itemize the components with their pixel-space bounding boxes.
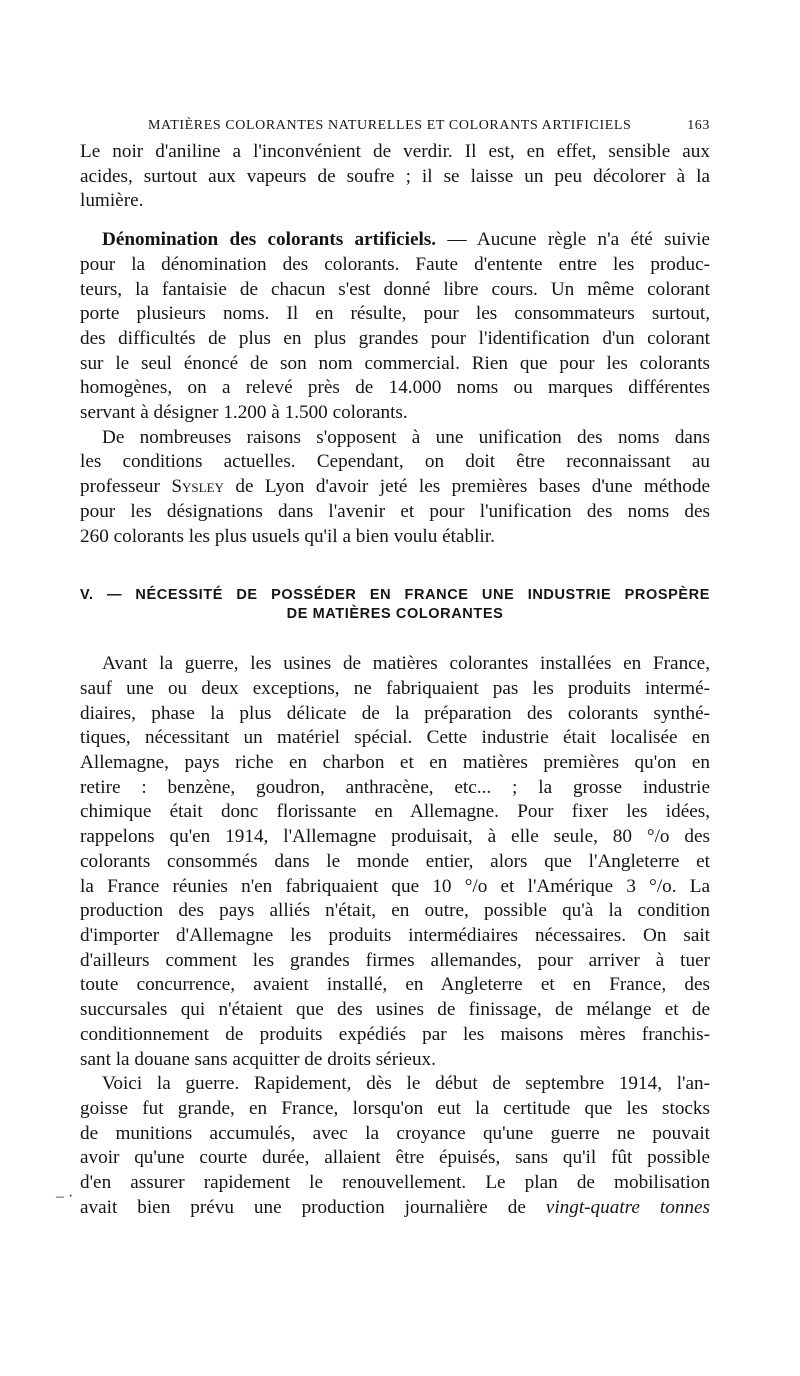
- text-line: pour la dénomination des colorants. Faute d'entente entre les produc-: [80, 253, 710, 275]
- text-line: retire : benzène, goudron, anthracène, etc... ; la grosse industrie: [80, 776, 710, 798]
- text-line: d'en assurer rapidement le renouvellement. Le plan de mobilisation: [80, 1172, 710, 1194]
- text-line: chimique était donc florissante en Allemagne. Pour fixer les idées,: [80, 801, 710, 823]
- text-line: succursales qui n'étaient que des usines de finissage, de mélange et de: [80, 999, 710, 1021]
- text-line: la France réunies n'en fabriquaient que 10 °/o et l'Amérique 3 °/o. La: [80, 875, 710, 897]
- text-line: Le noir d'aniline a l'inconvénient de verdir. Il est, en effet, sensible aux: [80, 141, 710, 162]
- text-line: Voici la guerre. Rapidement, dès le début de septembre 1914, l'an-: [102, 1073, 710, 1095]
- paragraph-denomination: [80, 228, 710, 426]
- text-line: d'ailleurs comment les grandes firmes allemandes, pour arriver à tuer: [80, 949, 710, 971]
- text-line: Allemagne, pays riche en charbon et en matières premières qu'on en: [80, 752, 710, 774]
- text-line: [80, 1196, 710, 1221]
- section-heading-line: V. — NÉCESSITÉ DE POSSÉDER EN FRANCE UNE INDUSTRIE PROSPÈRE: [80, 587, 710, 604]
- person-name: Sysley: [171, 476, 224, 498]
- text-line: tiques, nécessitant un matériel spécial. Cette industrie était localisée en: [80, 727, 710, 749]
- text-line: 260 colorants les plus usuels qu'il a bien voulu établir.: [80, 525, 495, 547]
- paragraph-aniline: [80, 140, 710, 214]
- text-line: porte plusieurs noms. Il en résulte, pour les consommateurs surtout,: [80, 303, 710, 325]
- text-line: conditionnement de produits expédiés par les maisons mères franchis-: [80, 1023, 710, 1045]
- margin-mark: – ·: [56, 1188, 74, 1205]
- text-line: goisse fut grande, en France, lorsqu'on eut la certitude que les stocks: [80, 1097, 710, 1119]
- text-line: sauf une ou deux exceptions, ne fabriquaient pas les produits intermé-: [80, 677, 710, 699]
- text-line: teurs, la fantaisie de chacun s'est donné libre cours. Un même colorant: [80, 278, 710, 300]
- page-number: 163: [687, 118, 710, 133]
- text-line: d'importer d'Allemagne les produits intermédiaires nécessaires. On sait: [80, 924, 710, 946]
- text-line: rappelons qu'en 1914, l'Allemagne produisait, à elle seule, 80 °/o des: [80, 826, 710, 848]
- text-line: toute concurrence, avaient installé, en Angleterre et en France, des: [80, 974, 710, 996]
- paragraph-before-war: [80, 652, 710, 1072]
- text-line: acides, surtout aux vapeurs de soufre ; il se laisse un peu décolorer à la: [80, 165, 710, 187]
- text-line: colorants consommés dans le monde entier, alors que l'Angleterre et: [80, 850, 710, 872]
- text-line: les conditions actuelles. Cependant, on doit être reconnaissant au: [80, 451, 710, 473]
- section-heading-line: DE MATIÈRES COLORANTES: [286, 606, 504, 623]
- run-in-heading: Dénomination des colorants artificiels.: [102, 229, 437, 251]
- text-line: [80, 228, 710, 253]
- text-line: des difficultés de plus en plus grandes pour l'identification d'un colorant: [80, 327, 710, 349]
- text-line: de munitions accumulés, avec la croyance qu'une guerre ne pouvait: [80, 1122, 710, 1144]
- book-page: [80, 118, 710, 1220]
- text-line: lumière.: [80, 190, 144, 212]
- text-line: diaires, phase la plus délicate de la préparation des colorants synthé-: [80, 702, 710, 724]
- running-header: [148, 118, 710, 140]
- text-fragment: avait bien prévu une production journalière de: [80, 1196, 546, 1218]
- text-line: homogènes, on a relevé près de 14.000 noms ou marques différentes: [80, 377, 710, 399]
- text-line: Avant la guerre, les usines de matières colorantes installées en France,: [102, 653, 710, 675]
- text-fragment: — Aucune règle n'a été suivie: [436, 229, 710, 251]
- text-line: avoir qu'une courte durée, allaient être épuisés, sans qu'il fût possible: [80, 1147, 710, 1169]
- text-line: sant la douane sans acquitter de droits sérieux.: [80, 1048, 436, 1070]
- paragraph-unification: [80, 426, 710, 550]
- text-line: [80, 475, 710, 500]
- text-fragment: professeur: [80, 476, 172, 498]
- text-line: De nombreuses raisons s'opposent à une unification des noms dans: [102, 426, 710, 448]
- text-line: sur le seul énoncé de son nom commercial. Rien que pour les colorants: [80, 352, 710, 374]
- italic-phrase: vingt-quatre tonnes: [545, 1196, 710, 1218]
- text-fragment: de Lyon d'avoir jeté les premières bases d'une méthode: [223, 476, 710, 498]
- text-line: servant à désigner 1.200 à 1.500 colorants.: [80, 402, 408, 424]
- text-line: production des pays alliés n'était, en outre, possible qu'à la condition: [80, 900, 710, 922]
- running-title: MATIÈRES COLORANTES NATURELLES ET COLORANTS ARTIFICIELS: [148, 118, 632, 133]
- section-heading: [80, 587, 710, 622]
- paragraph-war: [80, 1072, 710, 1220]
- text-line: pour les désignations dans l'avenir et pour l'unification des noms des: [80, 500, 710, 522]
